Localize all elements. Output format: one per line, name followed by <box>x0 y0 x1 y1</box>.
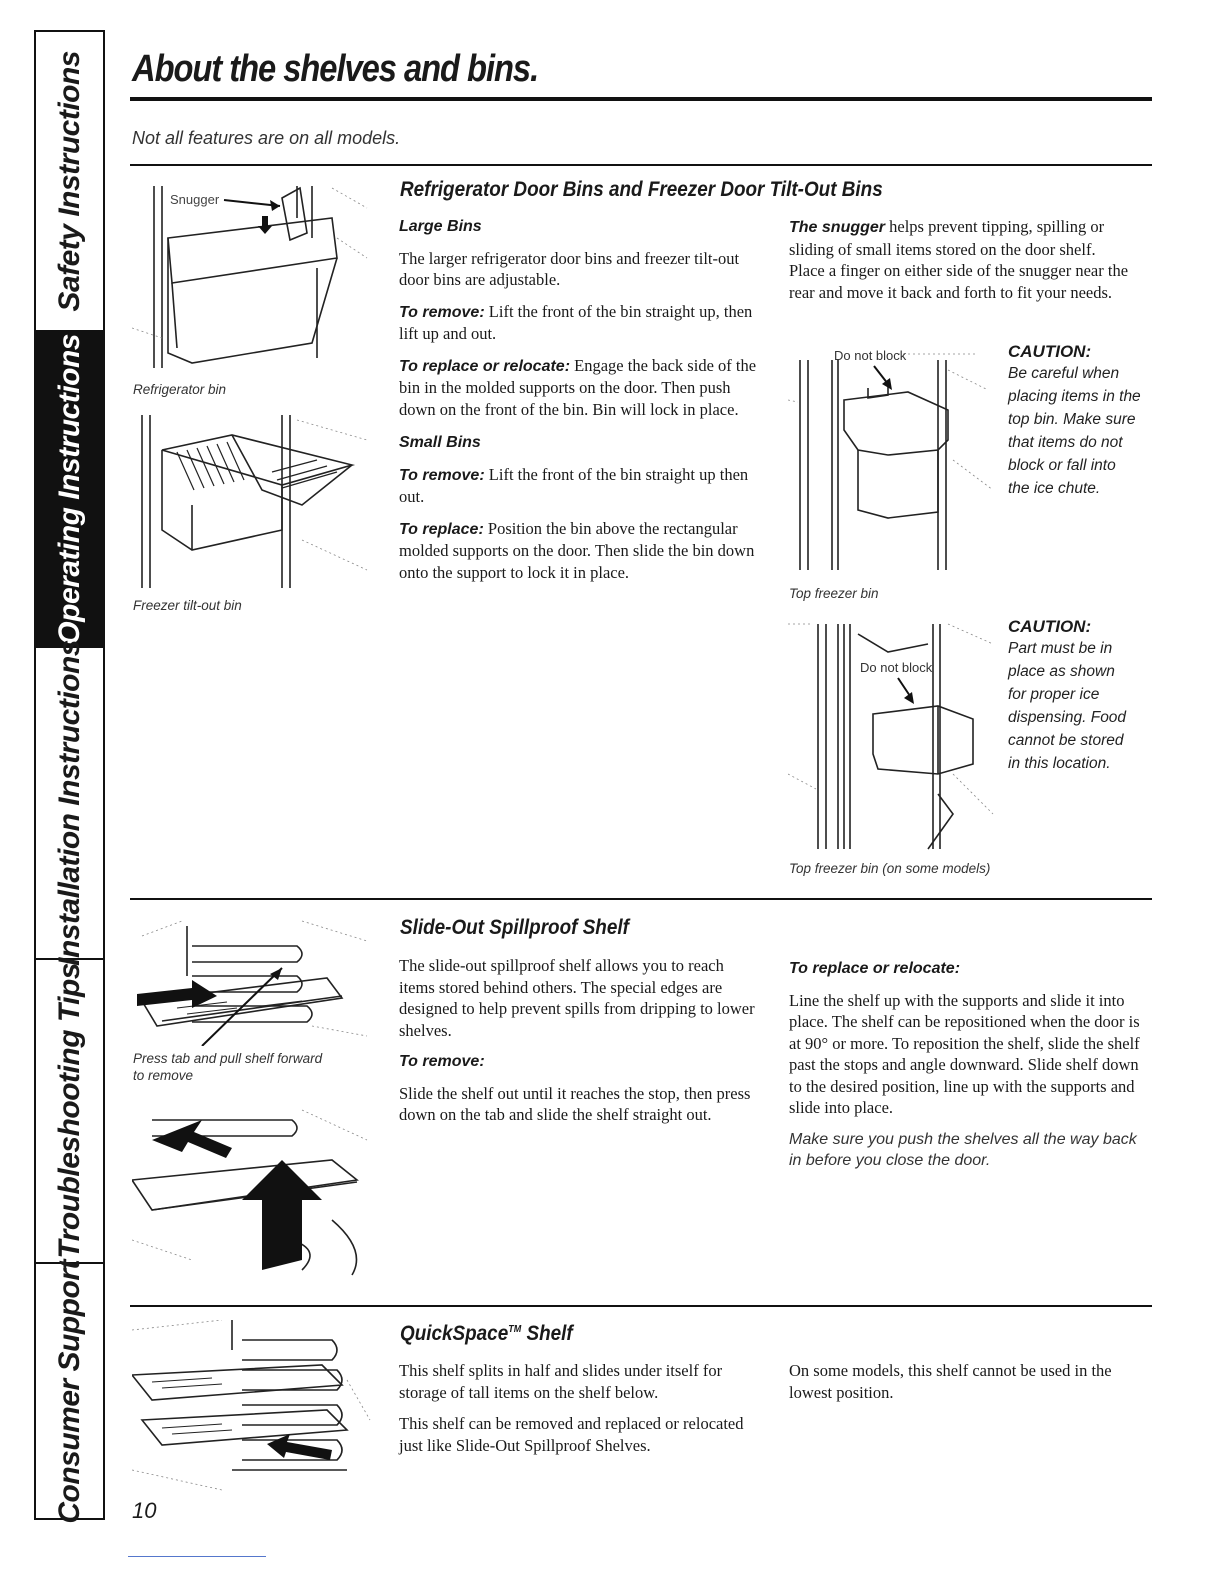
tab-installation-instructions[interactable] <box>36 640 104 966</box>
small-bins-heading: Small Bins <box>399 434 481 451</box>
replace-lead: To replace or relocate: <box>399 357 571 375</box>
quickspace-title-end: Shelf <box>521 1322 573 1345</box>
page-number: 10 <box>132 1498 157 1523</box>
tab-label: Operating Instructions <box>53 333 86 645</box>
trademark-mark: TM <box>508 1324 522 1335</box>
tab-consumer-support[interactable] <box>36 1260 104 1524</box>
spillproof-shelf-illustration-2 <box>132 1100 372 1280</box>
title-rule <box>130 97 1152 101</box>
section-title-door-bins: Refrigerator Door Bins and Freezer Door Tilt-Out Bins <box>400 178 883 201</box>
caution-text <box>1008 637 1158 775</box>
spillproof-replace-text: Line the shelf up with the supports and slide it into place. The shelf can be repositioned when the door is at 90° or more. To reposition the shelf, slide the shelf past the stops and angle downward. Slide shelf down to the desired position, line up with the supports and slide into place. <box>789 990 1140 1117</box>
caution-heading: CAUTION: <box>1008 617 1092 636</box>
caution-line: in this location. <box>1008 755 1111 772</box>
freezer-bin-illustration <box>132 410 372 590</box>
section-title-spillproof: Slide-Out Spillproof Shelf <box>400 916 629 939</box>
caution-box-2 <box>1008 617 1158 775</box>
spillproof-column-right <box>789 958 1149 1182</box>
remove-lead: To remove: <box>399 303 485 321</box>
caution-line: that items do not <box>1008 434 1123 451</box>
replace-text: Engage the back side of the bin in the molded supports on the door. Then push down on the front of the bin. Bin will lock in place. <box>399 355 757 419</box>
caution-line: Be careful when <box>1008 365 1120 382</box>
page-title: About the shelves and bins. <box>132 48 539 90</box>
section-title-quickspace <box>400 1322 573 1346</box>
section-rule <box>130 1305 1152 1307</box>
quickspace-p3: On some models, this shelf cannot be used in the lowest position. <box>789 1361 1112 1402</box>
spillproof-intro: The slide-out spillproof shelf allows you to reach items stored behind others. The special edges are designed to help prevent spills from dripping to lower shelves. <box>399 956 755 1040</box>
quickspace-column-right <box>789 1360 1149 1413</box>
sidebar-divider <box>103 30 105 1520</box>
replace-lead: To replace: <box>399 520 484 538</box>
tab-label: Installation Instructions <box>53 640 86 966</box>
refrigerator-bin-caption: Refrigerator bin <box>133 382 227 397</box>
large-bins-heading: Large Bins <box>399 218 482 235</box>
remove-lead: To remove: <box>399 466 485 484</box>
tab-label: Safety Instructions <box>53 50 86 312</box>
large-bins-replace <box>399 355 759 421</box>
caution-line: place as shown <box>1008 663 1115 680</box>
caption-line: to remove <box>133 1068 194 1083</box>
quickspace-title-main: QuickSpace <box>400 1322 509 1345</box>
spillproof-caption <box>133 1050 322 1084</box>
quickspace-p2: This shelf can be removed and replaced or relocated just like Slide-Out Spillproof Shelves. <box>399 1414 744 1455</box>
caution-text <box>1008 362 1158 500</box>
large-bins-remove <box>399 301 759 345</box>
door-bins-column-right <box>789 216 1129 313</box>
spillproof-remove-heading: To remove: <box>399 1053 485 1070</box>
door-bins-column-left <box>399 216 759 593</box>
caution-line: top bin. Make sure <box>1008 411 1136 428</box>
sidebar-nav <box>34 30 104 1524</box>
caution-line: cannot be stored <box>1008 732 1124 749</box>
replace-text: Position the bin above the rectangular molded supports on the door. Then slide the bin down onto the support to lock it in place. <box>399 518 755 582</box>
caution-heading: CAUTION: <box>1008 342 1092 361</box>
small-bins-remove <box>399 464 759 508</box>
caution-line: block or fall into <box>1008 457 1116 474</box>
quickspace-shelf-illustration <box>132 1320 372 1500</box>
snugger-label: Snugger <box>170 192 220 207</box>
caution-line: the ice chute. <box>1008 480 1101 497</box>
quickspace-column-left <box>399 1360 759 1466</box>
quickspace-p1: This shelf splits in half and slides under itself for storage of tall items on the shelf below. <box>399 1361 723 1402</box>
remove-text: Lift the front of the bin straight up, then lift up and out. <box>399 301 753 343</box>
top-freezer-bin-some-models-caption: Top freezer bin (on some models) <box>789 861 991 876</box>
spillproof-remove-text: Slide the shelf out until it reaches the stop, then press down on the tab and slide the shelf straight out. <box>399 1083 751 1124</box>
caution-line: for proper ice <box>1008 686 1100 703</box>
large-bins-intro: The larger refrigerator door bins and freezer tilt-out door bins are adjustable. <box>399 248 740 289</box>
caution-box-1 <box>1008 342 1158 500</box>
section-rule <box>130 898 1152 900</box>
do-not-block-label: Do not block <box>834 348 907 363</box>
tab-operating-instructions[interactable] <box>36 332 104 648</box>
section-rule <box>130 164 1152 166</box>
tab-safety-instructions[interactable] <box>36 32 104 332</box>
freezer-bin-caption: Freezer tilt-out bin <box>133 598 242 613</box>
refrigerator-bin-illustration <box>132 178 372 378</box>
caution-line: dispensing. Food <box>1008 709 1127 726</box>
small-bins-replace <box>399 518 759 584</box>
snugger-lead: The snugger <box>789 219 886 236</box>
caution-line: Part must be in <box>1008 640 1113 657</box>
tab-label: Consumer Support <box>53 1260 86 1524</box>
snugger-paragraph <box>789 216 1129 303</box>
remove-text: Lift the front of the bin straight up then out. <box>399 464 749 506</box>
spillproof-replace-heading: To replace or relocate: <box>789 960 961 977</box>
tab-label: Troubleshooting Tips <box>53 963 86 1259</box>
do-not-block-label-2: Do not block <box>860 660 933 675</box>
footer-link-line <box>128 1556 266 1557</box>
spillproof-column-left <box>399 955 759 1136</box>
snugger-text: helps prevent tipping, spilling or sliding of small items stored on the door shelf. Place a finger on either side of the snugger near the rear and move it back and forth to fit your needs. <box>789 217 1129 302</box>
page-subtitle: Not all features are on all models. <box>132 128 401 148</box>
caption-line: Press tab and pull shelf forward <box>133 1051 323 1066</box>
top-freezer-bin-some-models-illustration <box>788 614 998 854</box>
caution-line: placing items in the <box>1008 388 1141 405</box>
top-freezer-bin-illustration <box>788 340 998 572</box>
spillproof-note: Make sure you push the shelves all the way back in before you close the door. <box>789 1130 1137 1169</box>
tab-troubleshooting-tips[interactable] <box>36 960 104 1264</box>
spillproof-shelf-illustration-1 <box>132 916 372 1046</box>
top-freezer-bin-caption: Top freezer bin <box>789 586 879 601</box>
